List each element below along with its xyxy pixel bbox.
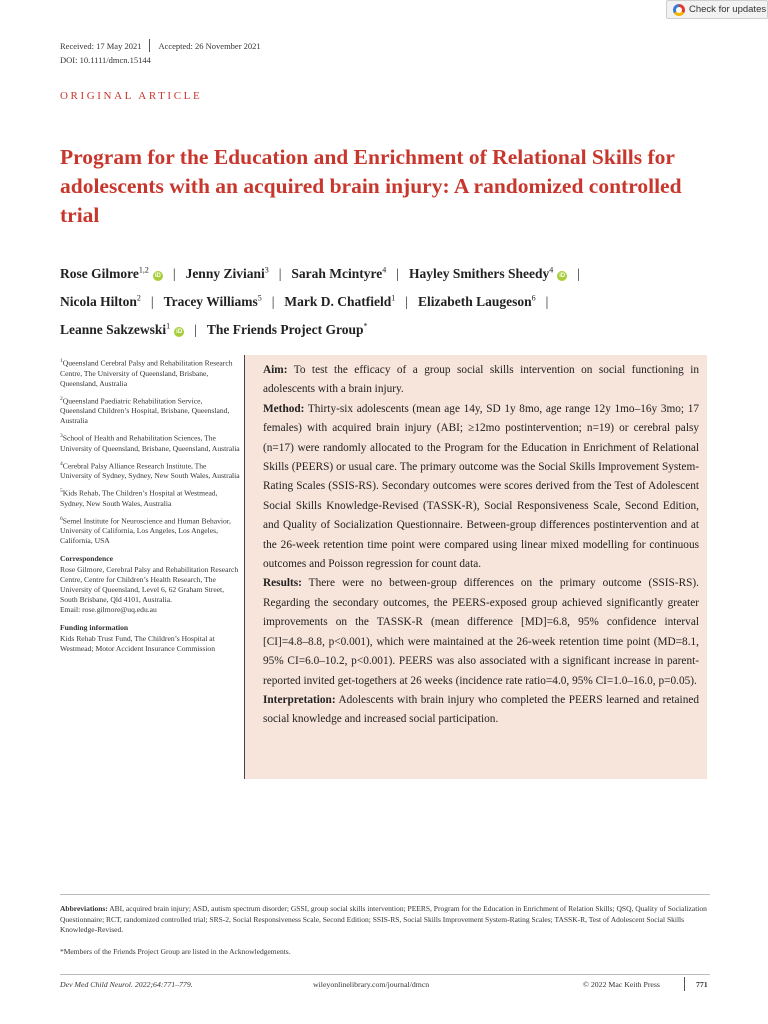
author-name[interactable]: Elizabeth Laugeson$^6$ bbox=[417, 293, 536, 309]
author-name[interactable]: Hayley Smithers Sheedy$^4$ bbox=[409, 265, 554, 281]
author-separator: | bbox=[396, 265, 399, 281]
author-separator: | bbox=[150, 293, 154, 309]
abstract-box bbox=[244, 355, 707, 779]
abbreviations: Abbreviations: ABI, acquired brain injury; ASD, autism spectrum disorder; GSSI, group social skills intervention; PEERS, Program for the Education in Enrichment of Relation Skills; QSQ, Quality of Socialization Questionnaire; RCT, randomized controlled trial; SRS-2, Social Responsiveness Scale, Second Edition; SSIS-RS, Social Skills Improvement System-Rating Scales; TASSK-R, Test of Adolescent Social Skills Knowledge-Revised. bbox=[60, 894, 710, 936]
correspondence-heading: Correspondence bbox=[60, 554, 114, 564]
copyright: © 2022 Mac Keith Press bbox=[583, 980, 660, 989]
divider bbox=[684, 977, 685, 991]
article-type-label: ORIGINAL ARTICLE bbox=[60, 90, 203, 102]
journal-citation: Dev Med Child Neurol. 2022;64:771–779. bbox=[60, 980, 193, 989]
author-name[interactable]: Leanne Sakzewski$^1$ bbox=[60, 321, 171, 337]
orcid-icon[interactable]: iD bbox=[559, 272, 566, 279]
author-separator: | bbox=[278, 265, 282, 281]
funding-text: Kids Rehab Trust Fund, The Children’s Hospital at Westmead; Motor Accident Insurance Commission bbox=[60, 634, 216, 654]
author-separator: | bbox=[405, 293, 408, 309]
affiliation: $^6$Semel Institute for Neuroscience and Human Behavior, University of California, Los Angeles, Los Angeles, California, USA bbox=[60, 515, 231, 546]
check-for-updates-button[interactable] bbox=[666, 0, 768, 19]
author-name[interactable]: Tracey Williams$^5$ bbox=[163, 293, 262, 309]
affiliation: $^5$Kids Rehab, The Children’s Hospital at Westmead, Sydney, New South Wales, Australia bbox=[60, 488, 218, 508]
correspondence-email[interactable]: Email: rose.gilmore@uq.edu.au bbox=[60, 605, 157, 615]
author-name[interactable]: Sarah Mcintyre$^4$ bbox=[291, 265, 387, 281]
author-separator: | bbox=[545, 293, 549, 309]
affiliation: $^4$Cerebral Palsy Alliance Research Institute, The University of Sydney, Sydney, New South Wales, Australia bbox=[60, 460, 240, 481]
funding-heading: Funding information bbox=[60, 623, 129, 633]
check-for-updates-label: Check for updates bbox=[689, 4, 767, 15]
author-name[interactable]: Nicola Hilton$^2$ bbox=[60, 293, 141, 309]
affiliation: $^2$Queensland Paediatric Rehabilitation Service, Queensland Children’s Hospital, Brisbane, Queensland, Australia bbox=[60, 395, 230, 426]
abstract-results: Results: There were no between-group differences on the primary outcome (SSIS-RS). Regarding the secondary outcomes, the PEERS-exposed group achieved significantly greater improvements on the TASSK-R (mean difference [MD]=6.8, 95% confidence interval [CI]=4.8–8.8, p<0.001), which were maintained at the 26-week retention time point (MD=8.1, 95% CI=6.0–10.2, p<0.001). PEERS was also associated with a significant increase in parent-reported invited get-togethers at 26 weeks (incidence rate ratio=4.0, 95% CI=1.0–16.0, p=0.05). bbox=[263, 577, 699, 687]
affiliation: $^3$School of Health and Rehabilitation Sciences, The University of Queensland, Brisbane, Queensland, Australia bbox=[60, 433, 240, 453]
accepted-date: Accepted: 26 November 2021 bbox=[158, 40, 261, 51]
author-name[interactable]: Jenny Ziviani$^3$ bbox=[185, 265, 269, 281]
author-separator: | bbox=[577, 265, 580, 281]
article-title: Program for the Education and Enrichment of Relational Skills for adolescents with an acquired brain injury: A randomized controlled trial bbox=[60, 145, 682, 227]
affiliations-sidebar bbox=[60, 356, 240, 659]
article-dates bbox=[60, 39, 261, 52]
orcid-icon[interactable]: iD bbox=[176, 328, 183, 335]
doi[interactable]: DOI: 10.1111/dmcn.15144 bbox=[60, 55, 151, 65]
author-name[interactable]: Mark D. Chatfield$^1$ bbox=[284, 293, 396, 309]
author-name[interactable]: The Friends Project Group* bbox=[206, 321, 368, 337]
author-separator: | bbox=[172, 265, 176, 281]
author-separator: | bbox=[194, 321, 197, 337]
divider bbox=[149, 39, 150, 52]
affiliation: $^1$Queensland Cerebral Palsy and Rehabilitation Research Centre, The University of Queensland, Brisbane, Queensland, Australia bbox=[60, 358, 233, 388]
orcid-icon[interactable]: iD bbox=[154, 272, 161, 279]
journal-url[interactable]: wileyonlinelibrary.com/journal/dmcn bbox=[313, 980, 430, 989]
author-list bbox=[60, 258, 720, 342]
author-name[interactable]: Rose Gilmore$^{1,2}$ bbox=[60, 265, 149, 281]
correspondence-text: Rose Gilmore, Cerebral Palsy and Rehabilitation Research Centre, Centre for Children’s Health Research, The University of Queensland, Level 6, 62 Graham Street, South Brisbane, Qld 4101, Australia. Email: rose.gilmore@uq.edu.au bbox=[60, 565, 239, 615]
abstract-interpretation: Interpretation: Adolescents with brain injury who completed the PEERS learned and retained social knowledge and increased social participation. bbox=[263, 693, 699, 726]
page-number: 771 bbox=[696, 980, 708, 989]
crossmark-icon bbox=[673, 4, 685, 16]
abstract-method: Method: Thirty-six adolescents (mean age 14y, SD 1y 8mo, age range 12y 1mo–16y 3mo; 17 females) with acquired brain injury (ABI; ≥12mo postintervention; n=19) or cerebral palsy (n=17) were randomly allocated to the Program for the Education in Enrichment of Relational Skills (PEERS) or usual care. The primary outcome was the Social Skills Improvement System-Rating Scales (SSIS-RS). Secondary outcomes were scores derived from the Test of Adolescent Social Skills Knowledge-Revised (TASSK-R), Social Responsiveness Scale, Second Edition, and Quality of Socialization Questionnaire. Between-group differences postintervention and at the 26-week retention time point were compared using linear mixed modelling for continuous outcomes and Poisson regression for count data. bbox=[263, 402, 699, 571]
abstract-aim: Aim: To test the efficacy of a group social skills intervention on social functioning in adolescents with a brain injury. bbox=[263, 364, 699, 396]
received-date: Received: 17 May 2021 bbox=[60, 40, 142, 51]
page-footer bbox=[60, 974, 710, 989]
footnote: *Members of the Friends Project Group are listed in the Acknowledgements. bbox=[60, 947, 291, 956]
author-separator: | bbox=[271, 293, 275, 309]
